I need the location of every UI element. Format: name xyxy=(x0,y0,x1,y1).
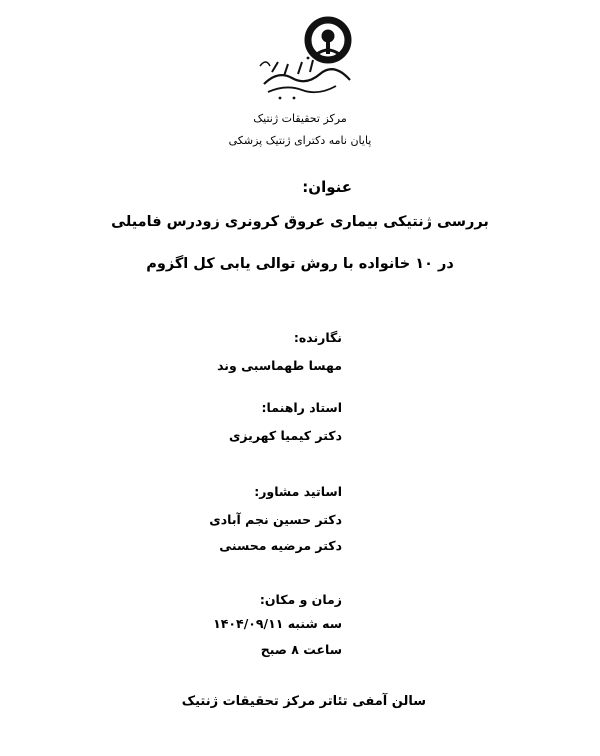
author-label: نگارنده: xyxy=(293,330,342,345)
title-label: عنوان: xyxy=(302,178,352,196)
thesis-title-line1: بررسی ژنتیکی بیماری عروق کرونری زودرس فامیلی xyxy=(111,214,489,230)
venue: سالن آمفی تئاتر مرکز تحقیقات ژنتیک xyxy=(181,694,426,709)
thesis-title-line2: در ۱۰ خانواده با روش توالی یابی کل اگزوم xyxy=(146,256,454,272)
university-logo xyxy=(258,14,362,102)
schedule-time: ساعت ۸ صبح xyxy=(260,642,342,657)
schedule-date: سه شنبه ۱۴۰۴/۰۹/۱۱ xyxy=(213,616,342,631)
advisor-name-2: دکتر مرضیه محسنی xyxy=(219,538,342,553)
research-center-name: مرکز تحقیقات ژنتیک xyxy=(253,112,347,125)
schedule-label: زمان و مکان: xyxy=(259,592,342,607)
supervisor-label: استاد راهنما: xyxy=(261,400,342,415)
thesis-type: پایان نامه دکترای ژنتیک پزشکی xyxy=(228,134,372,147)
supervisor-name: دکتر کیمیا کهریزی xyxy=(228,428,342,443)
author-name: مهسا طهماسبی وند xyxy=(217,358,342,373)
advisors-label: اساتید مشاور: xyxy=(254,484,342,499)
logo-emblem-icon xyxy=(258,14,362,102)
advisor-name-1: دکتر حسین نجم آبادی xyxy=(209,512,342,527)
